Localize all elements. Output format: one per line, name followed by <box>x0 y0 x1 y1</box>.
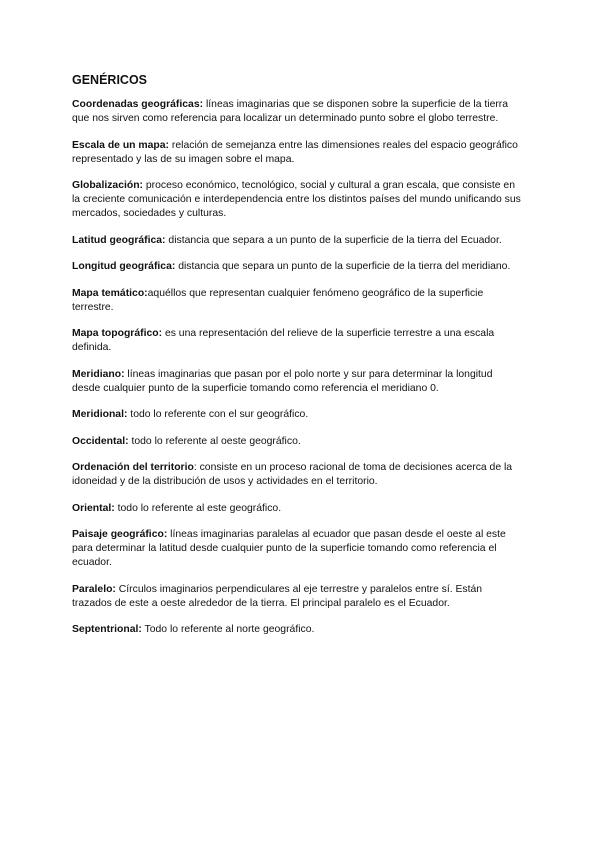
glossary-entry <box>72 623 522 637</box>
glossary-entry <box>72 368 522 396</box>
glossary-definition: es una representación del relieve de la superficie terrestre a una escala definida. <box>72 328 495 353</box>
glossary-term: Ordenación del territorio <box>72 462 194 473</box>
glossary-definition: todo lo referente al oeste geográfico. <box>128 435 301 447</box>
glossary-entry <box>72 408 522 422</box>
glossary-definition: Círculos imaginarios perpendiculares al eje terrestre y paralelos entre sí. Están trazados de este a oeste alrededor de la tierra. El principal paralelo es el Ecuador. <box>72 583 483 609</box>
glossary-entry <box>72 502 522 516</box>
document-page <box>72 72 522 650</box>
glossary-term: Paralelo: <box>72 583 116 595</box>
glossary-term: Escala de un mapa: <box>72 139 170 151</box>
glossary-term: Latitud geográfica: <box>72 234 166 246</box>
glossary-entry <box>72 139 522 167</box>
glossary-definition: distancia que separa a un punto de la superficie de la tierra del Ecuador. <box>165 234 502 246</box>
glossary-entry <box>72 260 522 274</box>
glossary-term: Paisaje geográfico: <box>72 529 168 540</box>
glossary-term: Meridiano: <box>72 368 125 380</box>
glossary-definition: Todo lo referente al norte geográfico. <box>141 624 315 635</box>
glossary-term: Globalización: <box>72 180 144 191</box>
glossary-term: Oriental: <box>72 502 115 514</box>
glossary-entry <box>72 327 522 355</box>
glossary-entry <box>72 234 522 248</box>
glossary-term: Longitud geográfica: <box>72 261 176 272</box>
glossary-term: Septentrional: <box>72 624 142 635</box>
glossary-entry <box>72 528 522 570</box>
glossary-term: Occidental: <box>72 435 129 447</box>
glossary-entry <box>72 435 522 449</box>
glossary-entry <box>72 179 522 221</box>
glossary-entry <box>72 461 522 489</box>
glossary-term: Coordenadas geográficas: <box>72 99 204 110</box>
glossary-entry <box>72 98 522 126</box>
document-title: GENÉRICOS <box>72 73 148 87</box>
glossary-term: Mapa topográfico: <box>72 328 163 339</box>
glossary-definition: proceso económico, tecnológico, social y cultural a gran escala, que consiste en la creciente comunicación e interdependencia entre los distintos países del mundo unificando sus mercados, sociedades y culturas. <box>72 180 521 219</box>
glossary-definition: aquéllos que representan cualquier fenómeno geográfico de la superficie terrestre. <box>72 287 484 313</box>
glossary-definition: distancia que separa un punto de la superficie de la tierra del meridiano. <box>175 261 511 272</box>
glossary-definition: todo lo referente al este geográfico. <box>114 502 282 514</box>
glossary-definition: líneas imaginarias paralelas al ecuador que pasan desde el oeste al este para determinar la latitud desde cualquier punto de la superficie tomando como referencia el ecuador. <box>72 529 506 568</box>
glossary-term: Meridional: <box>72 409 128 420</box>
glossary-entry <box>72 583 522 611</box>
glossary-definition: líneas imaginarias que pasan por el polo norte y sur para determinar la longitud desde cualquier punto de la superficie tomando como referencia el meridiano 0. <box>72 368 493 394</box>
glossary-definition: todo lo referente con el sur geográfico. <box>127 409 309 420</box>
glossary-term: Mapa temático: <box>72 287 148 299</box>
glossary-definition: líneas imaginarias que se disponen sobre la superficie de la tierra que nos sirven como referencia para localizar un determinado punto sobre el globo terrestre. <box>72 99 509 124</box>
glossary-entry <box>72 287 522 315</box>
glossary-definition: : consiste en un proceso racional de toma de decisiones acerca de la idoneidad y de la distribución de usos y actividades en el territorio. <box>72 462 513 487</box>
glossary-definition: relación de semejanza entre las dimensiones reales del espacio geográfico representado y las de su imagen sobre el mapa. <box>72 139 518 165</box>
